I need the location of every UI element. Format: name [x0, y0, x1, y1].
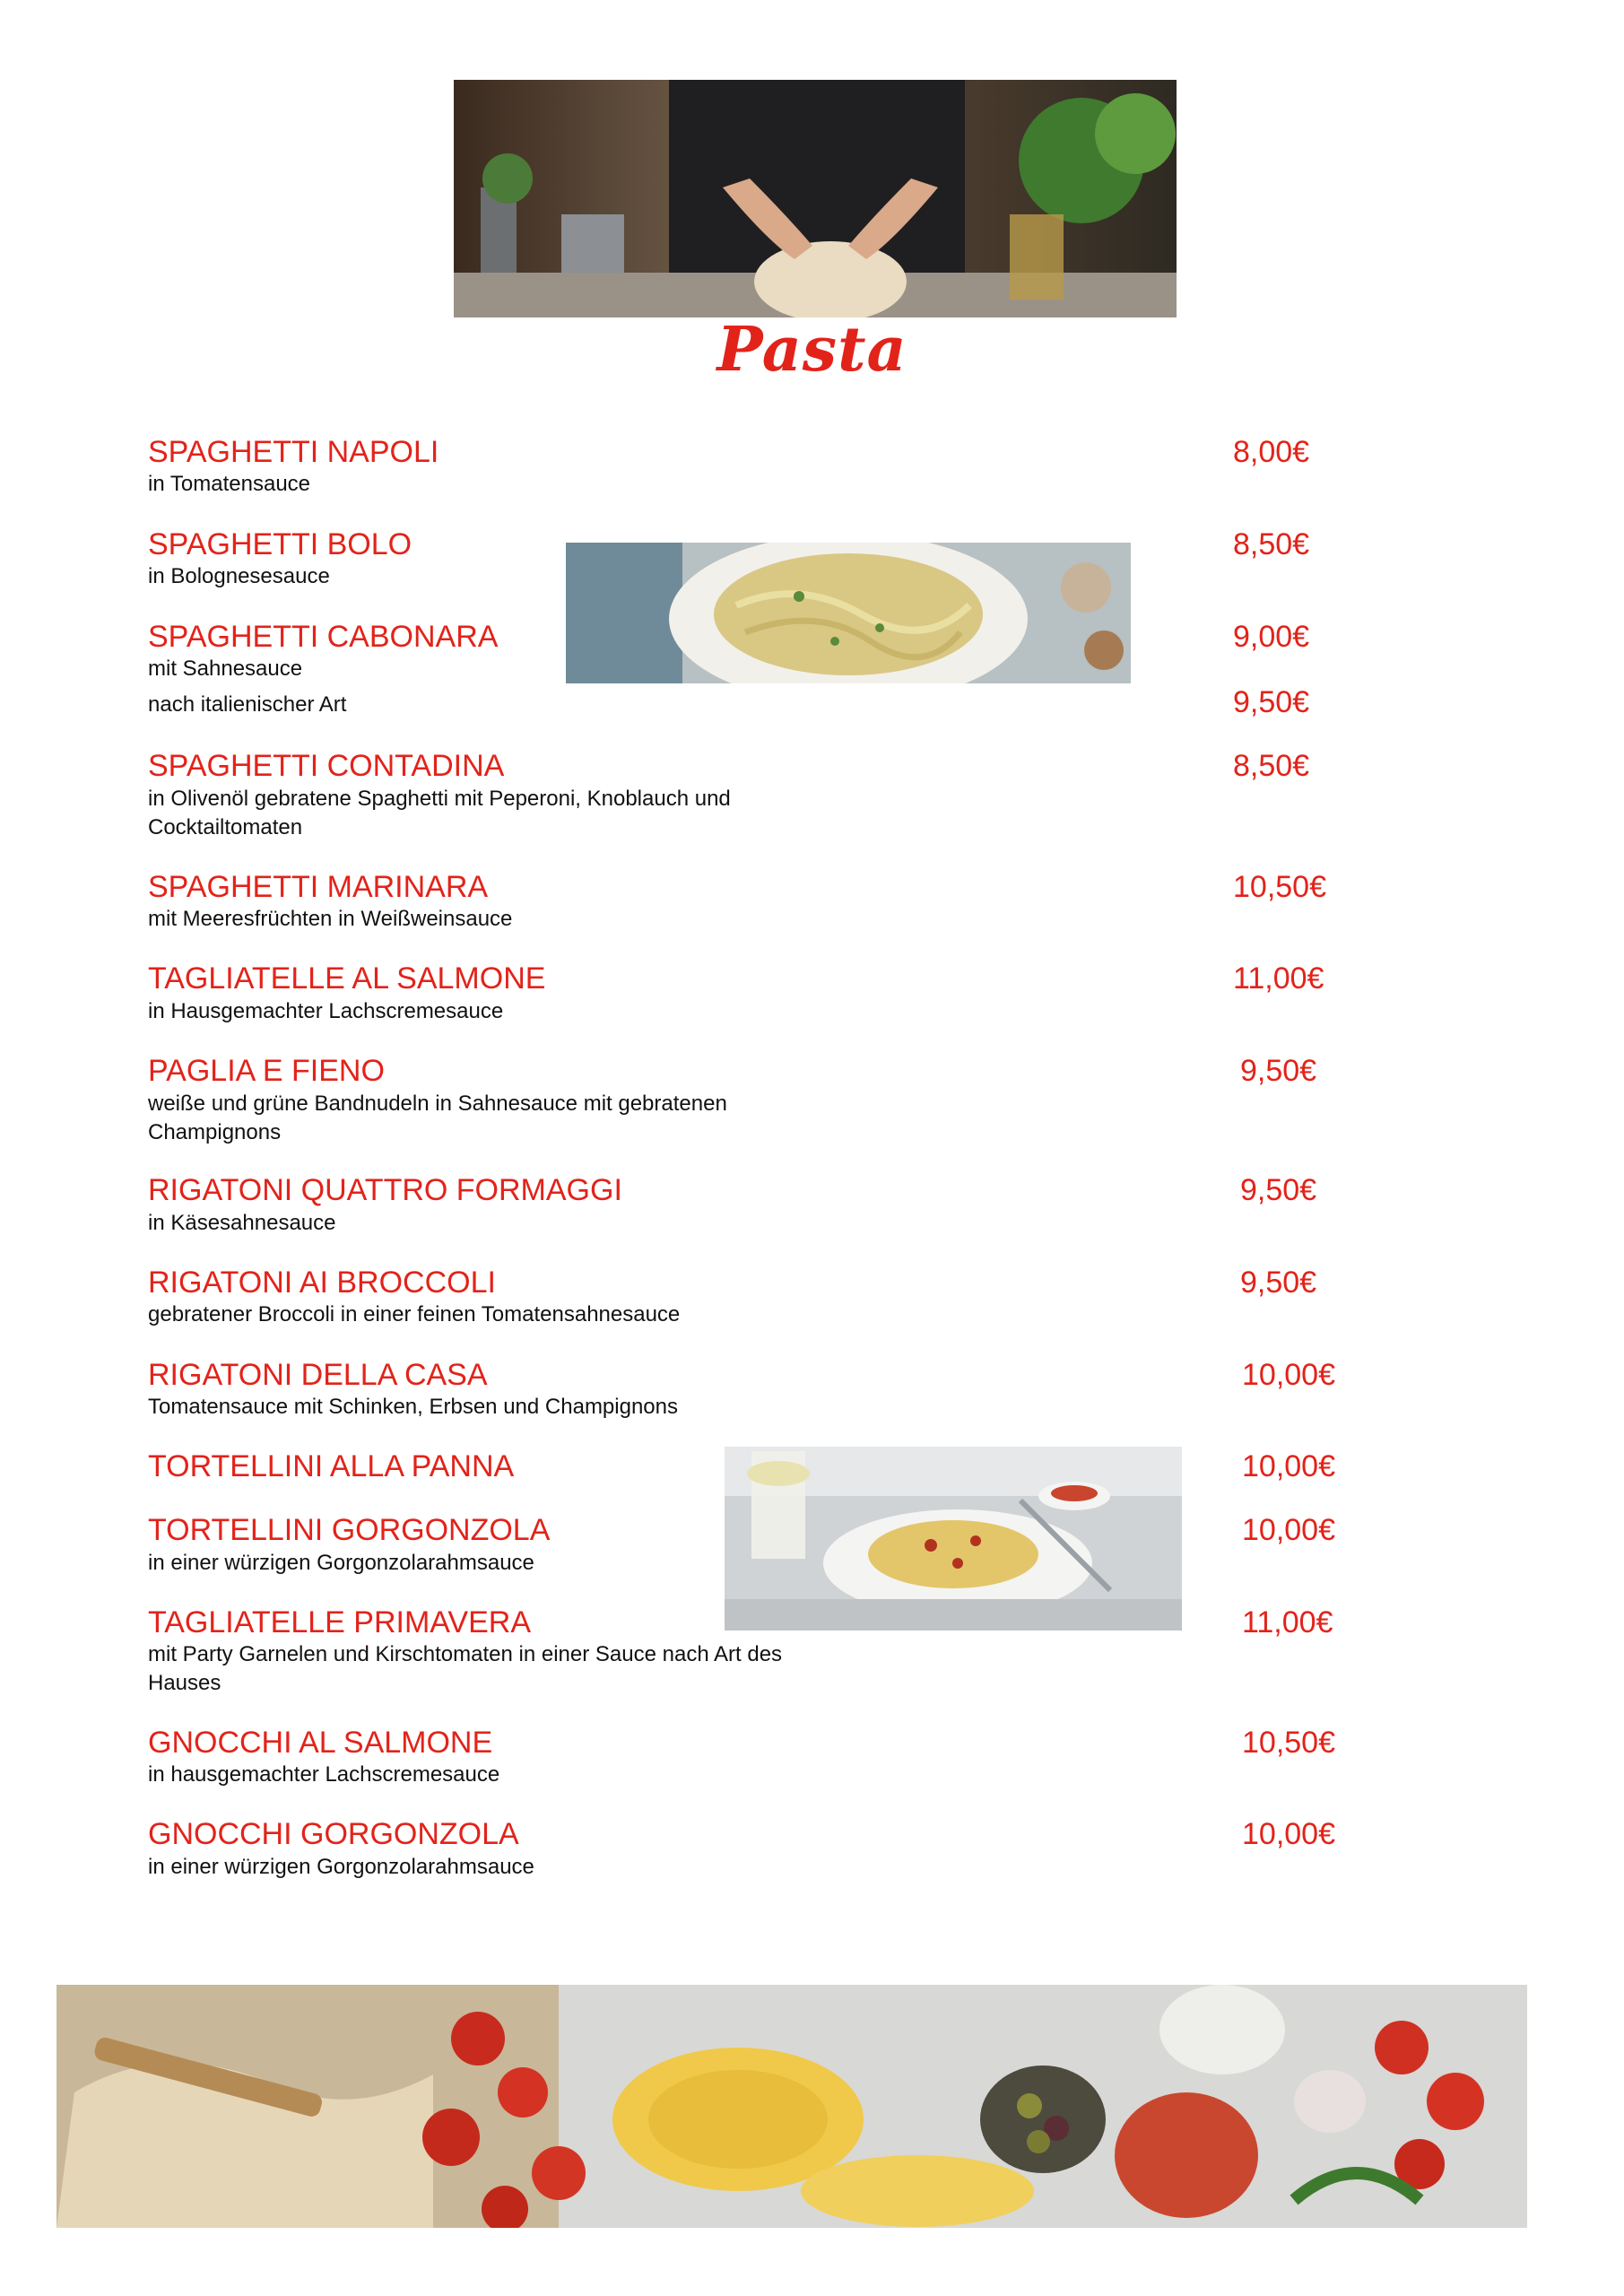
item-price-tagliatelle-primavera: 11,00€	[1242, 1605, 1333, 1639]
item-price-rigatoni-della-casa: 10,00€	[1242, 1358, 1335, 1392]
item-price-tortellini-alla-panna: 10,00€	[1242, 1449, 1335, 1483]
item-name-rigatoni-ai-broccoli: RIGATONI AI BROCCOLI	[148, 1265, 496, 1300]
item-desc-spaghetti-contadina: in Olivenöl gebratene Spaghetti mit Peperoni, Knoblauch und Cocktailtomaten	[148, 787, 731, 839]
item-price-spaghetti-bolo: 8,50€	[1233, 527, 1310, 561]
item-desc-spaghetti-cabonara: mit Sahnesauce	[148, 657, 303, 681]
item-name-rigatoni-della-casa: RIGATONI DELLA CASA	[148, 1358, 488, 1392]
item-price-spaghetti-contadina: 8,50€	[1233, 749, 1310, 783]
item-desc-tagliatelle-al-salmone: in Hausgemachter Lachscremesauce	[148, 999, 504, 1023]
item-price-tagliatelle-al-salmone: 11,00€	[1233, 961, 1324, 996]
item-name-gnocchi-gorgonzola: GNOCCHI GORGONZOLA	[148, 1817, 519, 1851]
item-desc-rigatoni-quattro-formaggi: in Käsesahnesauce	[148, 1211, 336, 1235]
item-name-gnocchi-al-salmone: GNOCCHI AL SALMONE	[148, 1726, 493, 1760]
item-name-paglia-e-fieno: PAGLIA E FIENO	[148, 1054, 385, 1088]
item-price-rigatoni-ai-broccoli: 9,50€	[1240, 1265, 1317, 1300]
item-desc-gnocchi-al-salmone: in hausgemachter Lachscremesauce	[148, 1762, 500, 1787]
item-name-spaghetti-bolo: SPAGHETTI BOLO	[148, 527, 413, 561]
item-price-gnocchi-gorgonzola: 10,00€	[1242, 1817, 1335, 1851]
item-desc-spaghetti-marinara: mit Meeresfrüchten in Weißweinsauce	[148, 907, 513, 931]
item-price-rigatoni-quattro-formaggi: 9,50€	[1240, 1173, 1317, 1207]
hero-chef-photo	[454, 80, 1177, 317]
item-name-spaghetti-cabonara: SPAGHETTI CABONARA	[148, 620, 499, 654]
item-desc-tortellini-gorgonzola: in einer würzigen Gorgonzolarahmsauce	[148, 1551, 534, 1575]
item-price-tortellini-gorgonzola: 10,00€	[1242, 1513, 1335, 1547]
item-desc-italienische-art: nach italienischer Art	[148, 692, 347, 717]
item-desc-paglia-e-fieno: weiße und grüne Bandnudeln in Sahnesauce mit gebratenen Champignons	[148, 1091, 727, 1144]
item-price-gnocchi-al-salmone: 10,50€	[1242, 1726, 1335, 1760]
item-name-tortellini-gorgonzola: TORTELLINI GORGONZOLA	[148, 1513, 551, 1547]
item-price-spaghetti-napoli: 8,00€	[1233, 435, 1310, 469]
item-price-spaghetti-cabonara: 9,00€	[1233, 620, 1310, 654]
item-price-spaghetti-marinara: 10,50€	[1233, 870, 1326, 904]
item-name-spaghetti-napoli: SPAGHETTI NAPOLI	[148, 435, 439, 469]
page-title: Pasta	[716, 314, 908, 386]
item-name-rigatoni-quattro-formaggi: RIGATONI QUATTRO FORMAGGI	[148, 1173, 622, 1207]
item-name-tortellini-alla-panna: TORTELLINI ALLA PANNA	[148, 1449, 515, 1483]
item-name-spaghetti-marinara: SPAGHETTI MARINARA	[148, 870, 489, 904]
item-name-tagliatelle-al-salmone: TAGLIATELLE AL SALMONE	[148, 961, 546, 996]
item-desc-spaghetti-napoli: in Tomatensauce	[148, 472, 311, 496]
item-desc-rigatoni-della-casa: Tomatensauce mit Schinken, Erbsen und Champignons	[148, 1395, 678, 1419]
item-desc-tagliatelle-primavera: mit Party Garnelen und Kirschtomaten in einer Sauce nach Art des Hauses	[148, 1642, 783, 1695]
item-price-paglia-e-fieno: 9,50€	[1240, 1054, 1317, 1088]
item-desc-rigatoni-ai-broccoli: gebratener Broccoli in einer feinen Tomatensahnesauce	[148, 1302, 681, 1326]
item-name-spaghetti-contadina: SPAGHETTI CONTADINA	[148, 749, 505, 783]
item-name-tagliatelle-primavera: TAGLIATELLE PRIMAVERA	[148, 1605, 532, 1639]
dish-photo-tagliatelle	[725, 1447, 1182, 1631]
item-price-italienische-art: 9,50€	[1233, 685, 1310, 719]
footer-ingredients-photo	[56, 1985, 1527, 2228]
item-desc-spaghetti-bolo: in Bolognesesauce	[148, 564, 330, 588]
item-desc-gnocchi-gorgonzola: in einer würzigen Gorgonzolarahmsauce	[148, 1855, 534, 1879]
